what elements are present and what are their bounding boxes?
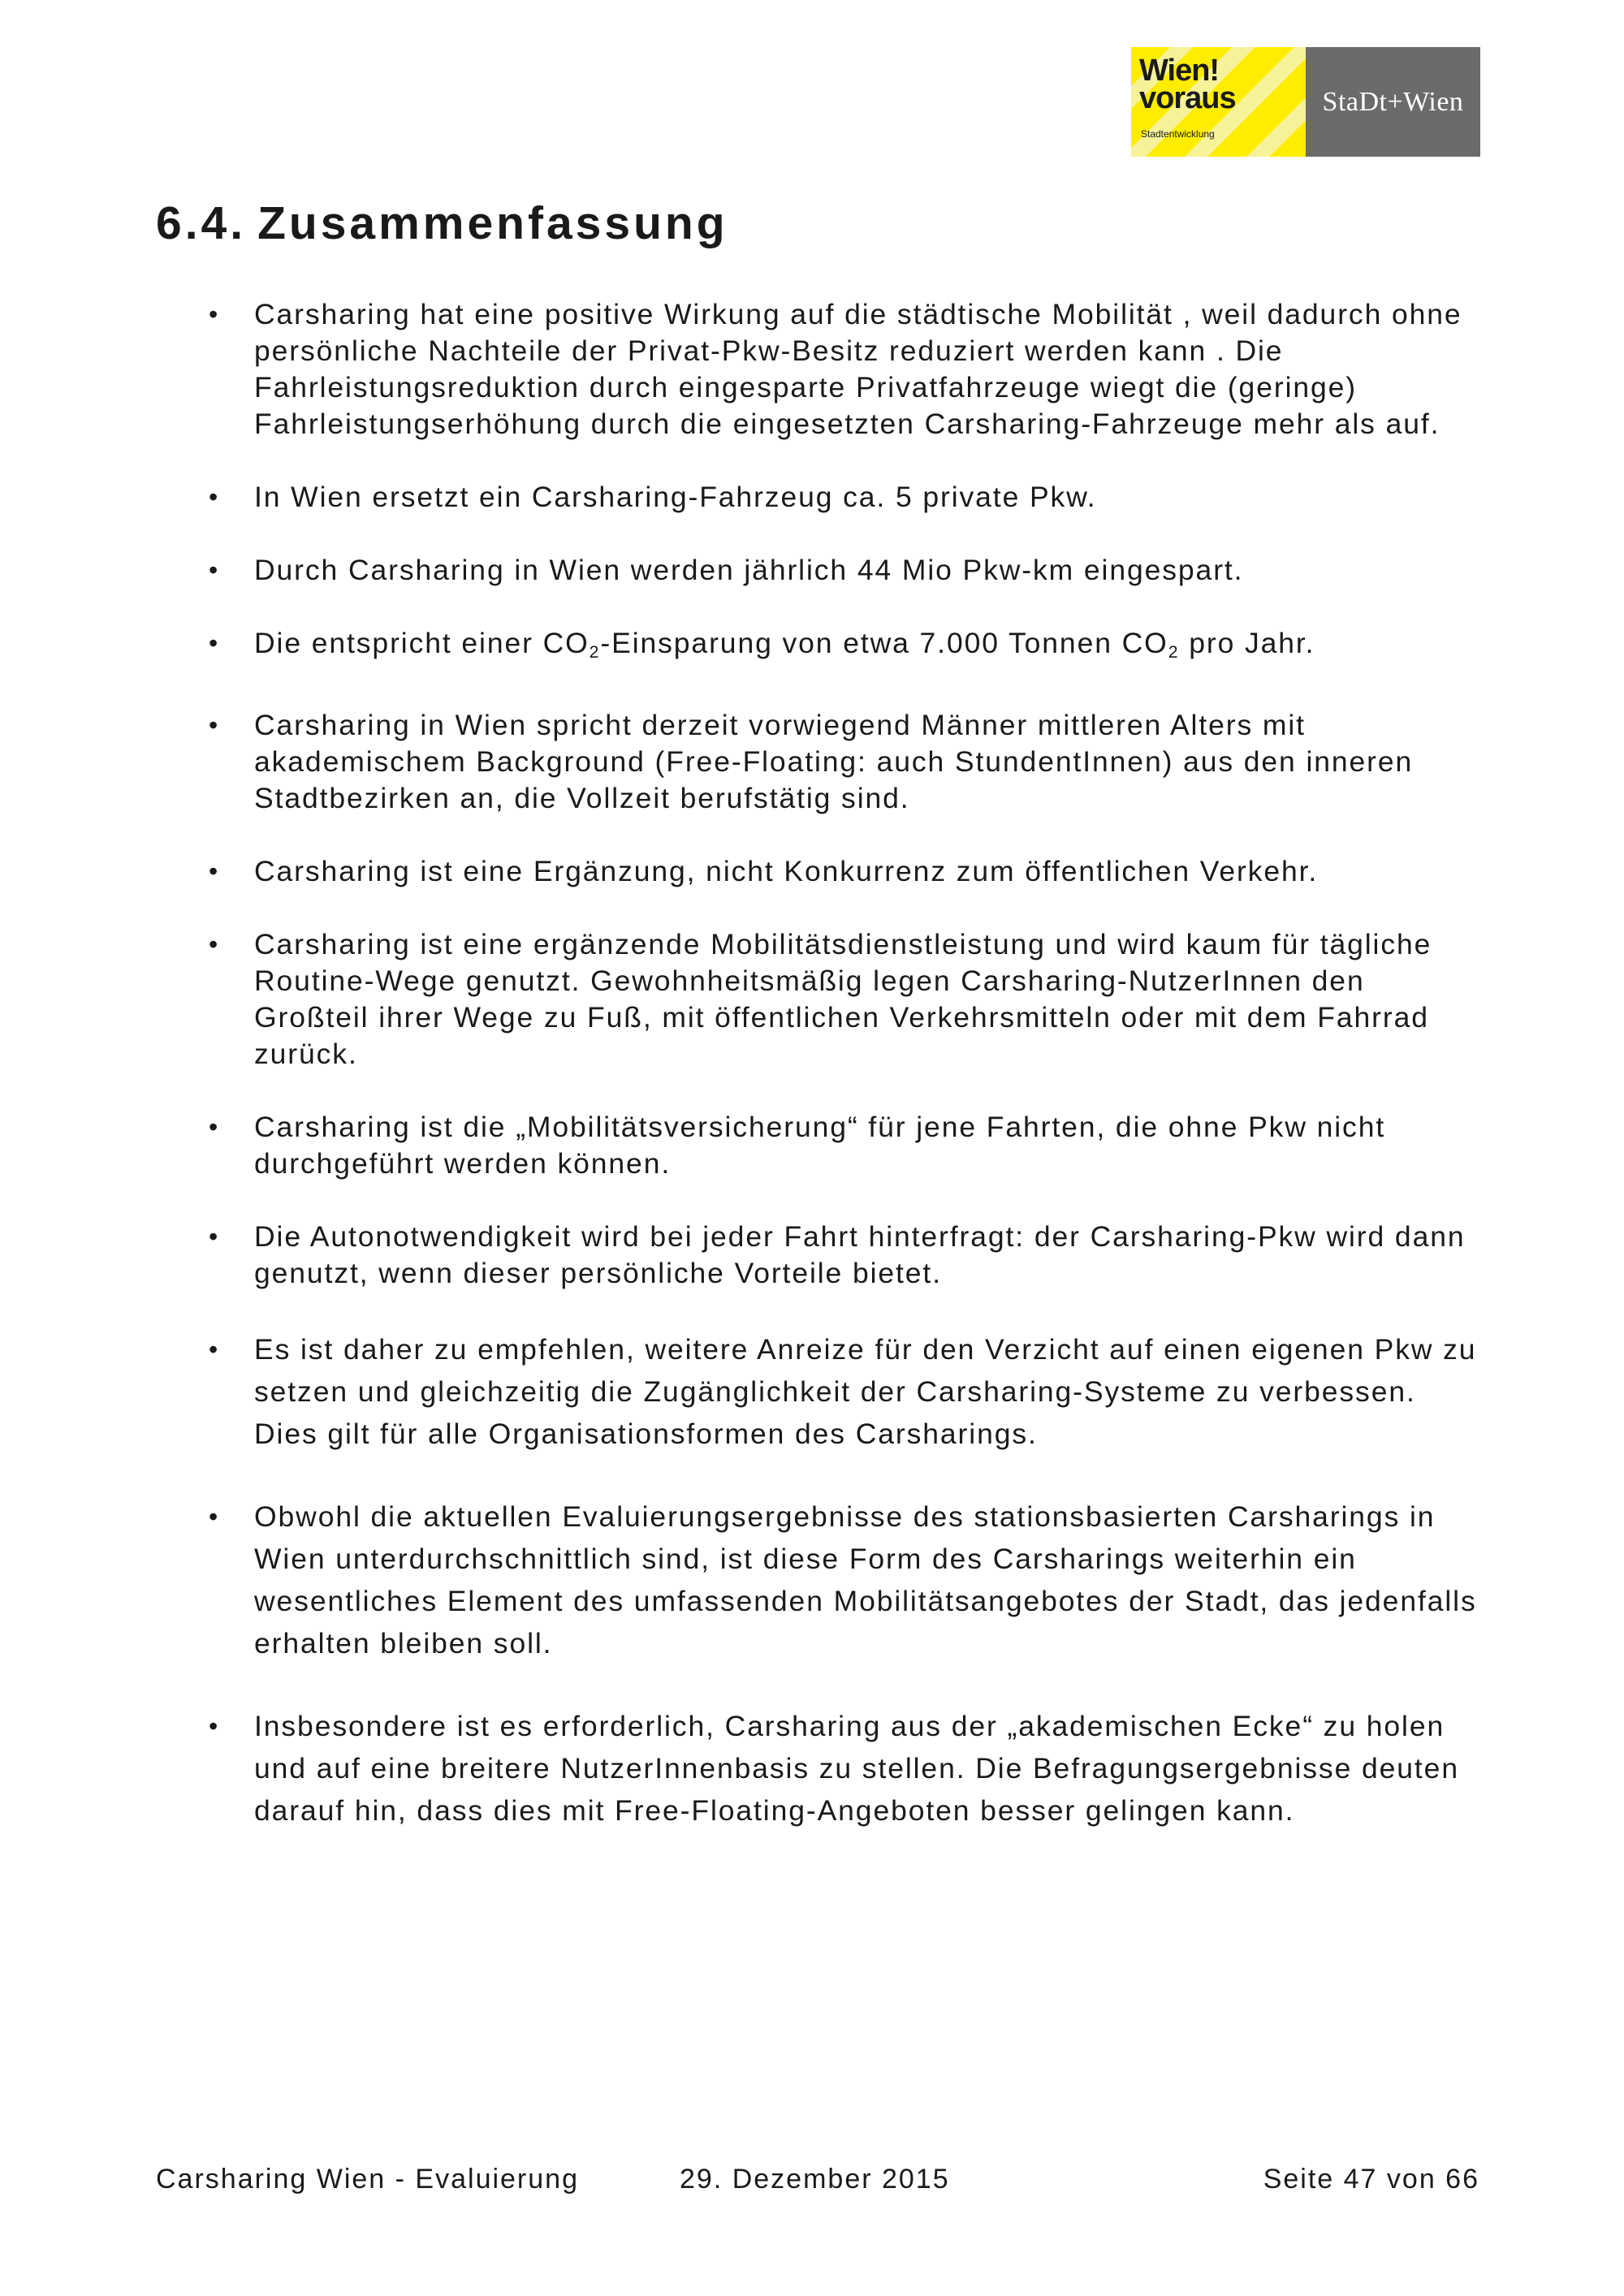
section-title: Zusammenfassung (257, 197, 728, 249)
header-logos (1131, 47, 1480, 157)
list-item (0, 1328, 1488, 1455)
bullet-icon: • (209, 482, 220, 511)
bullet-icon: • (209, 555, 220, 585)
list-item-text: In Wien ersetzt ein Carsharing-Fahrzeug ca. 5 private Pkw. (254, 481, 1097, 513)
list-item (0, 1219, 1488, 1292)
list-item (0, 479, 1488, 516)
footer-page-number: Seite 47 von 66 (1263, 2164, 1479, 2195)
footer-date: 29. Dezember 2015 (680, 2164, 950, 2195)
bullet-icon: • (209, 710, 220, 740)
bullet-icon: • (209, 1112, 220, 1142)
list-item (0, 1109, 1488, 1182)
bullet-icon: • (209, 1711, 220, 1741)
logo-wien-line1: Wien! (1139, 54, 1220, 88)
list-item (0, 1705, 1488, 1832)
bullet-icon: • (209, 628, 220, 658)
logo-stadt-text: StaDt+Wien (1322, 86, 1464, 117)
section-number: 6.4. (156, 197, 247, 249)
list-item-text (254, 625, 1488, 671)
co2-text-part3: pro Jahr. (1179, 627, 1315, 659)
bullet-icon: • (209, 300, 220, 329)
bullet-icon: • (209, 930, 220, 959)
co2-subscript: 2 (1168, 642, 1180, 662)
bullet-icon: • (209, 857, 220, 886)
list-item (0, 296, 1488, 442)
logo-wien-line3: Stadtentwicklung (1141, 128, 1215, 140)
list-item-text: Insbesondere ist es erforderlich, Carsharing aus der „akademischen Ecke“ zu holen und auf eine breitere NutzerInnenbasis zu stellen. Die Befragungsergebnisse deuten darauf hin, dass dies mit Free-Floating-Angeboten besser gelingen kann. (254, 1710, 1459, 1827)
list-item (0, 625, 1488, 671)
list-item-text: Durch Carsharing in Wien werden jährlich 44 Mio Pkw-km eingespart. (254, 554, 1244, 586)
list-item-text: Carsharing hat eine positive Wirkung auf die städtische Mobilität , weil dadurch ohne persönliche Nachteile der Privat-Pkw-Besitz reduziert werden kann . Die Fahrleistungsreduktion durch eingesparte Privatfahrzeuge wiegt die (geringe) Fahrleistungserhöhung durch die eingesetzten Carsharing-Fahrzeuge mehr als auf. (254, 298, 1462, 440)
bullet-icon: • (209, 1335, 220, 1364)
list-item-text: Die Autonotwendigkeit wird bei jeder Fahrt hinterfragt: der Carsharing-Pkw wird dann genutzt, wenn dieser persönliche Vorteile bietet. (254, 1220, 1466, 1289)
wien-voraus-logo (1131, 47, 1306, 157)
summary-list (0, 296, 1624, 1872)
co2-text-part2: -Einsparung von etwa 7.000 Tonnen CO (600, 627, 1168, 659)
list-item-text: Carsharing ist die „Mobilitätsversicherung“ für jene Fahrten, die ohne Pkw nicht durchgeführt werden können. (254, 1111, 1386, 1180)
list-item (0, 552, 1488, 589)
list-item (0, 1495, 1488, 1664)
list-item-text: Carsharing in Wien spricht derzeit vorwiegend Männer mittleren Alters mit akademischem Background (Free-Floating: auch StundentInnen) aus den inneren Stadtbezirken an, die Vollzeit berufstätig sind. (254, 709, 1414, 814)
footer-document-title: Carsharing Wien - Evaluierung (156, 2164, 579, 2195)
bullet-icon: • (209, 1502, 220, 1531)
list-item-text: Es ist daher zu empfehlen, weitere Anreize für den Verzicht auf einen eigenen Pkw zu setzen und gleichzeitig die Zugänglichkeit der Carsharing-Systeme zu verbessen. Dies gilt für alle Organisationsformen des Carsharings. (254, 1333, 1477, 1450)
logo-wien-line2: voraus (1139, 81, 1236, 115)
list-item-text: Carsharing ist eine ergänzende Mobilitätsdienstleistung und wird kaum für tägliche Routine-Wege genutzt. Gewohnheitsmäßig legen Carsharing-NutzerInnen den Großteil ihrer Wege zu Fuß, mit öffentlichen Verkehrsmitteln oder mit dem Fahrrad zurück. (254, 928, 1432, 1070)
co2-subscript: 2 (589, 642, 601, 662)
co2-text-part1: Die entspricht einer CO (254, 627, 590, 659)
list-item (0, 926, 1488, 1072)
list-item-text: Obwohl die aktuellen Evaluierungsergebnisse des stationsbasierten Carsharings in Wien unterdurchschnittlich sind, ist diese Form des Carsharings weiterhin ein wesentliches Element des umfassenden Mobilitätsangebotes der Stadt, das jedenfalls erhalten bleiben soll. (254, 1500, 1477, 1659)
page-footer (156, 2164, 1479, 2200)
bullet-icon: • (209, 1222, 220, 1251)
section-heading (156, 195, 728, 252)
stadt-wien-logo (1306, 47, 1480, 157)
list-item (0, 853, 1488, 890)
list-item (0, 707, 1488, 817)
list-item-text: Carsharing ist eine Ergänzung, nicht Konkurrenz zum öffentlichen Verkehr. (254, 855, 1319, 887)
